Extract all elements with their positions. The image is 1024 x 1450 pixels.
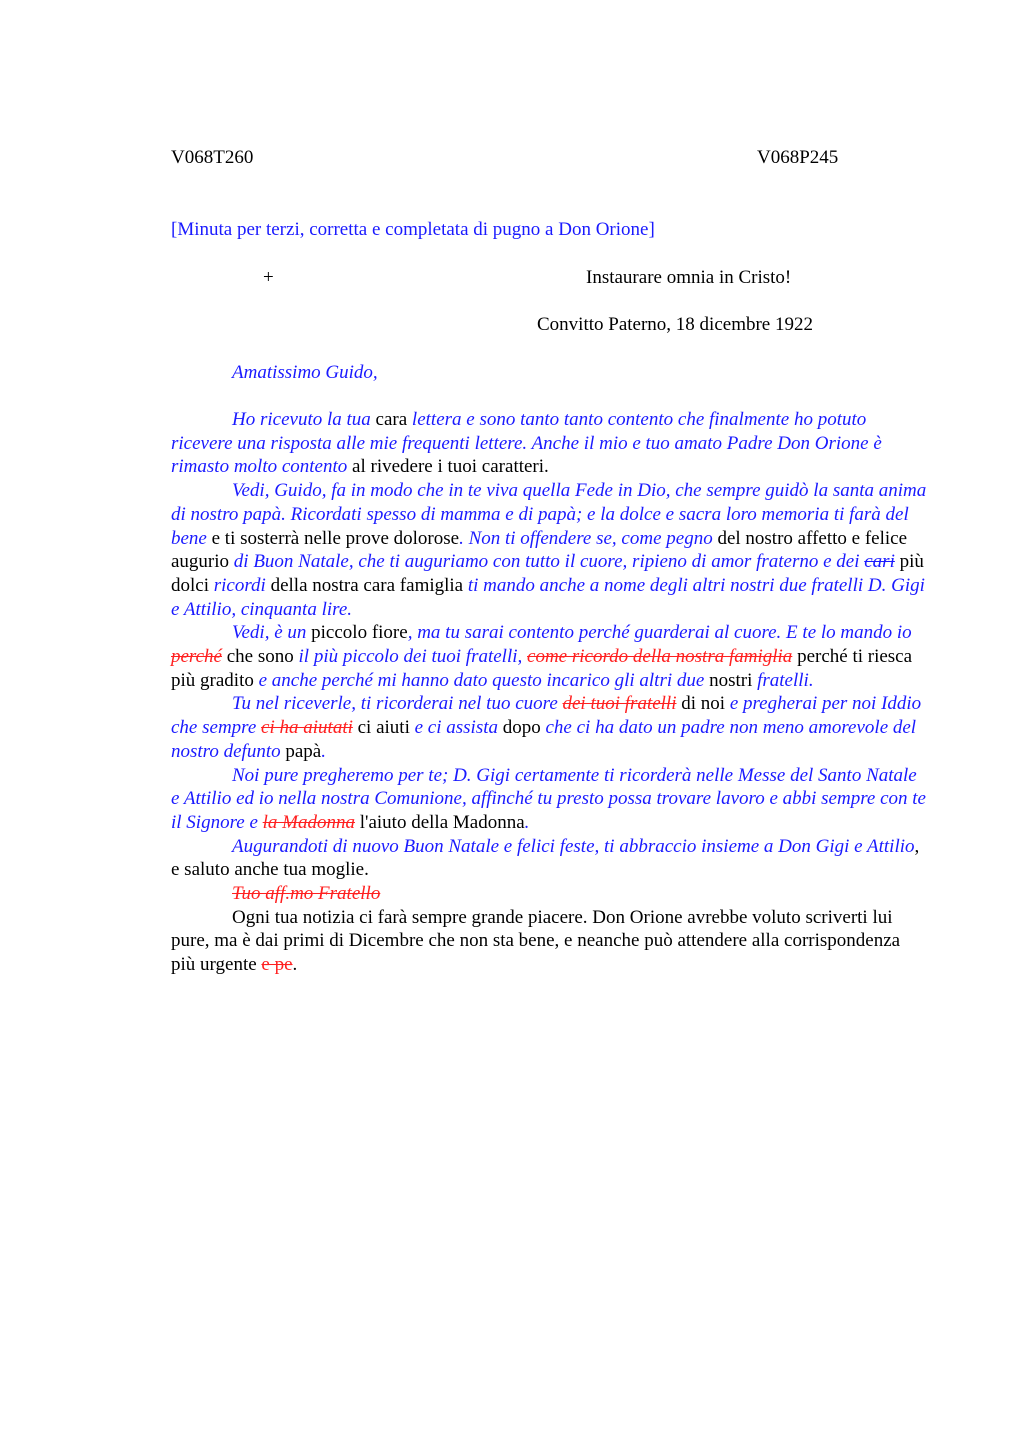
manuscript-text: e anche perché mi hanno dato questo incarico gli altri due <box>258 669 710 691</box>
manuscript-text: di Buon Natale, che ti auguriamo con tutto il cuore, ripieno di amor fraterno e dei <box>233 551 865 573</box>
typed-text: l'aiuto della Madonna <box>355 811 525 833</box>
typed-text: della nostra cara famiglia <box>265 574 468 596</box>
manuscript-text: Vedi, è un <box>232 622 312 644</box>
typed-text: . <box>292 954 298 976</box>
manuscript-text: Noi pure pregheremo per te; D. Gigi certamente ti ricorderà nelle Messe del Santo Natale e Attilio ed io nella nostra Comunione, affinché tu presto possa trovare lavoro e abbi sempre con te il Signore e <box>171 764 926 833</box>
manuscript-text: e ci assista <box>414 717 498 739</box>
editorial-note: [Minuta per terzi, corretta e completata di pugno a Don Orione] <box>171 219 655 240</box>
document-code-right: V068P245 <box>757 147 839 168</box>
motto: Instaurare omnia in Cristo! <box>586 267 792 288</box>
typed-text: al rivedere i tuoi caratteri. <box>352 456 549 478</box>
letter-body <box>171 408 927 977</box>
cross-symbol: + <box>263 267 274 288</box>
letter-paragraph <box>171 882 927 906</box>
typed-text: di noi <box>676 693 730 715</box>
manuscript-text: . <box>524 811 530 833</box>
manuscript-text: Ho ricevuto la tua <box>232 409 376 430</box>
deleted-text: Tuo aff.mo Fratello <box>232 883 381 905</box>
letter-paragraph <box>171 692 927 763</box>
typed-text: papà <box>285 740 322 762</box>
manuscript-text: . <box>321 740 326 762</box>
typed-text: che sono <box>222 646 299 668</box>
typed-text: cara <box>375 409 412 430</box>
deleted-text: come ricordo della nostra famiglia <box>527 646 793 668</box>
manuscript-text: ti mando anche a nome degli altri nostri due fratelli D. Gigi e Attilio, cinquanta lire. <box>171 574 925 620</box>
place-date: Convitto Paterno, 18 dicembre 1922 <box>537 314 813 335</box>
letter-paragraph <box>171 479 927 621</box>
manuscript-text: fratelli. <box>757 669 814 691</box>
typed-text: e ti sosterrà nelle prove dolorose <box>206 527 460 549</box>
manuscript-text: Vedi, Guido, fa in modo che in te viva quella Fede in Dio, che sempre guidò la santa anima di nostro papà. Ricordati spesso di mamma e di papà; e la dolce e sacra loro memoria ti farà del bene <box>171 480 927 549</box>
typed-text: dopo <box>498 717 546 739</box>
typed-text: piccolo fiore <box>311 622 408 644</box>
deleted-text: perché <box>171 646 222 668</box>
deleted-text: la Madonna <box>262 811 356 833</box>
letter-paragraph <box>171 764 927 835</box>
letter-paragraph <box>171 621 927 692</box>
typed-text: perché ti riesca più gradito <box>171 646 913 691</box>
deleted-text: e pe <box>261 954 293 976</box>
deleted-text: cari <box>864 551 895 573</box>
salutation: Amatissimo Guido, <box>232 362 378 383</box>
letter-paragraph <box>171 835 927 882</box>
typed-text: , e saluto anche tua moglie. <box>171 835 920 881</box>
typed-text: nostri <box>709 669 758 691</box>
manuscript-text: il più piccolo dei tuoi fratelli, <box>298 646 528 668</box>
typed-text: Ogni tua notizia ci farà sempre grande piacere. Don Orione avrebbe voluto scriverti lui pure, ma è dai primi di Dicembre che non sta bene, e neanche può attendere alla corrispondenza più urgente <box>171 906 901 976</box>
manuscript-text: , ma tu sarai contento perché guarderai al cuore. E te lo mando io <box>407 622 912 644</box>
manuscript-text: lettera e sono tanto tanto contento che finalmente ho potuto ricevere una risposta alle mie frequenti lettere. Anche il mio e tuo amato Padre Don Orione è rimasto molto contento <box>171 409 882 478</box>
typed-text: più dolci <box>171 551 924 596</box>
deleted-text: dei tuoi fratelli <box>562 693 677 715</box>
manuscript-text: Augurandoti di nuovo Buon Natale e felici feste, ti abbraccio insieme a Don Gigi e Attilio <box>232 835 915 857</box>
manuscript-text: Tu nel riceverle, ti ricorderai nel tuo cuore <box>232 693 563 715</box>
typed-text: del nostro affetto e felice augurio <box>171 527 908 573</box>
manuscript-text: che ci ha dato un padre non meno amorevole del nostro defunto <box>171 717 917 762</box>
document-code-left: V068T260 <box>171 147 254 168</box>
manuscript-text: ricordi <box>213 574 266 596</box>
deleted-text: ci ha aiutati <box>261 717 353 739</box>
manuscript-text: . Non ti offendere se, come pegno <box>459 527 718 549</box>
manuscript-text: e pregherai per noi Iddio che sempre <box>171 693 922 739</box>
typed-text: ci aiuti <box>352 717 415 739</box>
letter-paragraph <box>171 906 927 977</box>
letter-paragraph <box>171 408 927 479</box>
